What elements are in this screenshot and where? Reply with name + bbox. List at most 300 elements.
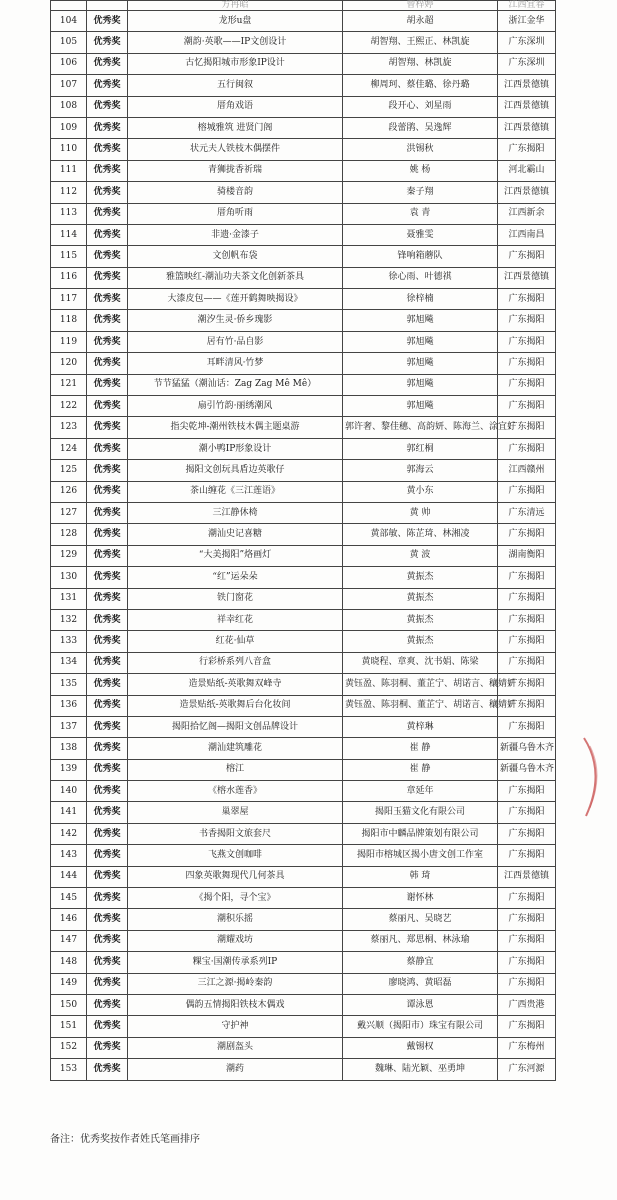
cell-region: 广东揭阳 bbox=[498, 396, 556, 417]
cell-region: 广东揭阳 bbox=[498, 331, 556, 352]
table-row bbox=[51, 139, 556, 160]
cell-region: 江西宜春 bbox=[498, 1, 556, 11]
cell-region: 广西贵港 bbox=[498, 994, 556, 1015]
cell-no: 126 bbox=[51, 481, 87, 502]
cell-no: 138 bbox=[51, 738, 87, 759]
cell-no: 107 bbox=[51, 75, 87, 96]
cell-region: 广东揭阳 bbox=[498, 481, 556, 502]
cell-author: 段开心、刘星雨 bbox=[343, 96, 498, 117]
cell-author: 黄 帅 bbox=[343, 502, 498, 523]
table-row bbox=[51, 973, 556, 994]
table-row bbox=[51, 289, 556, 310]
table-row bbox=[51, 53, 556, 74]
table-row bbox=[51, 182, 556, 203]
cell-region: 广东揭阳 bbox=[498, 973, 556, 994]
cell-region: 广东揭阳 bbox=[498, 567, 556, 588]
cell-no: 146 bbox=[51, 909, 87, 930]
cell-work: “大美揭阳”烙画灯 bbox=[128, 545, 343, 566]
cell-no: 135 bbox=[51, 674, 87, 695]
table-row bbox=[51, 160, 556, 181]
cell-work: 五行闽叙 bbox=[128, 75, 343, 96]
cell-prize: 优秀奖 bbox=[87, 930, 128, 951]
table-row bbox=[51, 267, 556, 288]
cell-prize: 优秀奖 bbox=[87, 75, 128, 96]
cell-prize: 优秀奖 bbox=[87, 994, 128, 1015]
table-row bbox=[51, 823, 556, 844]
cell-no: 128 bbox=[51, 524, 87, 545]
cell-region: 广东揭阳 bbox=[498, 524, 556, 545]
cell-no: 122 bbox=[51, 396, 87, 417]
cell-author: 黄钰盈、陈羽桐、董芷宁、胡诺言、穰婧妍 bbox=[343, 695, 498, 716]
cell-author: 柳周珂、蔡佳璐、徐丹璐 bbox=[343, 75, 498, 96]
cell-no: 116 bbox=[51, 267, 87, 288]
cell-prize: 优秀奖 bbox=[87, 695, 128, 716]
cell-work: 茶山缠花《三江莲语》 bbox=[128, 481, 343, 502]
table-row bbox=[51, 11, 556, 32]
table-row bbox=[51, 738, 556, 759]
cell-author: 韩 琦 bbox=[343, 866, 498, 887]
cell-author: 戴兴顺（揭阳市）珠宝有限公司 bbox=[343, 1016, 498, 1037]
cell-region: 浙江金华 bbox=[498, 11, 556, 32]
cell-prize: 优秀奖 bbox=[87, 1016, 128, 1037]
cell-region: 广东揭阳 bbox=[498, 652, 556, 673]
table-row bbox=[51, 716, 556, 737]
table-row bbox=[51, 1037, 556, 1058]
cell-work: 巢翠屋 bbox=[128, 802, 343, 823]
cell-no: 123 bbox=[51, 417, 87, 438]
cell-region: 江西景德镇 bbox=[498, 96, 556, 117]
table-row bbox=[51, 374, 556, 395]
cell-work: 骑楼音韵 bbox=[128, 182, 343, 203]
cell-no: 118 bbox=[51, 310, 87, 331]
cell-no: 141 bbox=[51, 802, 87, 823]
cell-prize: 优秀奖 bbox=[87, 11, 128, 32]
cell-work: 四象英歌舞现代几何茶具 bbox=[128, 866, 343, 887]
table-row-partial bbox=[51, 1, 556, 11]
cell-author: 崔 静 bbox=[343, 738, 498, 759]
cell-region: 广东揭阳 bbox=[498, 631, 556, 652]
cell-no: 114 bbox=[51, 224, 87, 245]
cell-prize: 优秀奖 bbox=[87, 802, 128, 823]
cell-region: 广东揭阳 bbox=[498, 952, 556, 973]
awards-table-body bbox=[51, 1, 556, 1081]
cell-author: 黄振杰 bbox=[343, 567, 498, 588]
cell-work: 飞燕文创咖啡 bbox=[128, 845, 343, 866]
table-row bbox=[51, 994, 556, 1015]
cell-no: 148 bbox=[51, 952, 87, 973]
cell-prize: 优秀奖 bbox=[87, 203, 128, 224]
cell-no: 130 bbox=[51, 567, 87, 588]
cell-author: 黄小东 bbox=[343, 481, 498, 502]
cell-prize: 优秀奖 bbox=[87, 545, 128, 566]
cell-prize bbox=[87, 1, 128, 11]
cell-author: 蔡丽凡、郑思桐、林泳瑜 bbox=[343, 930, 498, 951]
cell-work: 潮汕史记喜糖 bbox=[128, 524, 343, 545]
cell-work: 古忆揭阳城市形象IP设计 bbox=[128, 53, 343, 74]
cell-author: 聂雅雯 bbox=[343, 224, 498, 245]
cell-work: 《榕水莲香》 bbox=[128, 781, 343, 802]
cell-region: 广东揭阳 bbox=[498, 823, 556, 844]
cell-author: 黄振杰 bbox=[343, 631, 498, 652]
cell-no: 104 bbox=[51, 11, 87, 32]
cell-prize: 优秀奖 bbox=[87, 759, 128, 780]
cell-no: 120 bbox=[51, 353, 87, 374]
table-row bbox=[51, 310, 556, 331]
cell-region: 江西南昌 bbox=[498, 224, 556, 245]
table-row bbox=[51, 331, 556, 352]
cell-prize: 优秀奖 bbox=[87, 909, 128, 930]
cell-author: 郭旭飚 bbox=[343, 331, 498, 352]
cell-author: 郭海云 bbox=[343, 460, 498, 481]
table-row bbox=[51, 203, 556, 224]
cell-author: 揭阳玉猫文化有限公司 bbox=[343, 802, 498, 823]
cell-prize: 优秀奖 bbox=[87, 973, 128, 994]
cell-region: 广东揭阳 bbox=[498, 716, 556, 737]
table-row bbox=[51, 866, 556, 887]
cell-prize: 优秀奖 bbox=[87, 1037, 128, 1058]
cell-no: 134 bbox=[51, 652, 87, 673]
cell-region: 湖南衡阳 bbox=[498, 545, 556, 566]
cell-work: 榕城雅筑 进贤门阁 bbox=[128, 117, 343, 138]
cell-prize: 优秀奖 bbox=[87, 567, 128, 588]
table-row bbox=[51, 695, 556, 716]
cell-no: 149 bbox=[51, 973, 87, 994]
cell-no: 117 bbox=[51, 289, 87, 310]
cell-region: 江西景德镇 bbox=[498, 117, 556, 138]
cell-work: 青狮拢香祈瑞 bbox=[128, 160, 343, 181]
cell-prize: 优秀奖 bbox=[87, 396, 128, 417]
cell-work: 潮剧盔头 bbox=[128, 1037, 343, 1058]
cell-prize: 优秀奖 bbox=[87, 738, 128, 759]
table-row bbox=[51, 481, 556, 502]
cell-work: 文创帆布袋 bbox=[128, 246, 343, 267]
cell-prize: 优秀奖 bbox=[87, 460, 128, 481]
awards-table bbox=[50, 0, 556, 1081]
cell-author: 徐梓楠 bbox=[343, 289, 498, 310]
cell-author: 胡智翔、王熙正、林凯旋 bbox=[343, 32, 498, 53]
cell-author: 袁 青 bbox=[343, 203, 498, 224]
table-row bbox=[51, 396, 556, 417]
cell-region: 江西赣州 bbox=[498, 460, 556, 481]
table-row bbox=[51, 888, 556, 909]
cell-work: 揭阳拾忆阁—揭阳文创品牌设计 bbox=[128, 716, 343, 737]
cell-no: 113 bbox=[51, 203, 87, 224]
cell-no: 153 bbox=[51, 1059, 87, 1080]
cell-prize: 优秀奖 bbox=[87, 652, 128, 673]
cell-region: 江西景德镇 bbox=[498, 866, 556, 887]
cell-author: 曾梓婷 bbox=[343, 1, 498, 11]
cell-no: 139 bbox=[51, 759, 87, 780]
cell-no: 140 bbox=[51, 781, 87, 802]
footnote: 备注：优秀奖按作者姓氏笔画排序 bbox=[50, 1134, 200, 1145]
cell-author: 郭旭飚 bbox=[343, 353, 498, 374]
cell-author: 谢怀林 bbox=[343, 888, 498, 909]
table-row bbox=[51, 588, 556, 609]
cell-prize: 优秀奖 bbox=[87, 631, 128, 652]
cell-region: 广东清远 bbox=[498, 502, 556, 523]
cell-author: 胡智翔、林凯旋 bbox=[343, 53, 498, 74]
cell-author: 秦子翔 bbox=[343, 182, 498, 203]
cell-prize: 优秀奖 bbox=[87, 1059, 128, 1080]
cell-no: 112 bbox=[51, 182, 87, 203]
cell-author: 崔 静 bbox=[343, 759, 498, 780]
cell-region: 广东揭阳 bbox=[498, 246, 556, 267]
cell-work: “红”运朵朵 bbox=[128, 567, 343, 588]
cell-work: 书香揭阳文旅套尺 bbox=[128, 823, 343, 844]
table-row bbox=[51, 224, 556, 245]
cell-prize: 优秀奖 bbox=[87, 481, 128, 502]
cell-work: 潮积乐摇 bbox=[128, 909, 343, 930]
cell-region: 广东揭阳 bbox=[498, 310, 556, 331]
cell-region: 广东揭阳 bbox=[498, 781, 556, 802]
cell-prize: 优秀奖 bbox=[87, 331, 128, 352]
cell-prize: 优秀奖 bbox=[87, 117, 128, 138]
cell-no: 145 bbox=[51, 888, 87, 909]
table-row bbox=[51, 117, 556, 138]
cell-work: 《揭个阳，寻个宝》 bbox=[128, 888, 343, 909]
cell-no: 143 bbox=[51, 845, 87, 866]
cell-author: 戴锡权 bbox=[343, 1037, 498, 1058]
table-row bbox=[51, 438, 556, 459]
cell-prize: 优秀奖 bbox=[87, 246, 128, 267]
table-row bbox=[51, 930, 556, 951]
cell-work: 偶韵五情揭阳铁枝木偶戏 bbox=[128, 994, 343, 1015]
cell-region: 广东揭阳 bbox=[498, 695, 556, 716]
cell-prize: 优秀奖 bbox=[87, 139, 128, 160]
cell-work: 榕江 bbox=[128, 759, 343, 780]
cell-work: 大漆皮包——《莲开鹤舞映揭设》 bbox=[128, 289, 343, 310]
cell-author: 郭旭飚 bbox=[343, 310, 498, 331]
cell-work: 三江静休椅 bbox=[128, 502, 343, 523]
cell-region: 广东揭阳 bbox=[498, 588, 556, 609]
cell-author: 蔡静宜 bbox=[343, 952, 498, 973]
cell-work: 潮耀戏坊 bbox=[128, 930, 343, 951]
cell-region: 广东揭阳 bbox=[498, 417, 556, 438]
table-row bbox=[51, 502, 556, 523]
cell-author: 廖晓鸿、黄昭磊 bbox=[343, 973, 498, 994]
table-row bbox=[51, 32, 556, 53]
cell-region: 河北霸山 bbox=[498, 160, 556, 181]
cell-region: 广东揭阳 bbox=[498, 289, 556, 310]
cell-author: 锋响箱蘑队 bbox=[343, 246, 498, 267]
cell-region: 江西景德镇 bbox=[498, 182, 556, 203]
cell-region: 江西景德镇 bbox=[498, 75, 556, 96]
cell-prize: 优秀奖 bbox=[87, 952, 128, 973]
cell-no: 144 bbox=[51, 866, 87, 887]
table-row bbox=[51, 802, 556, 823]
cell-work: 耳畔清风·竹梦 bbox=[128, 353, 343, 374]
cell-region: 广东揭阳 bbox=[498, 888, 556, 909]
cell-region: 广东河源 bbox=[498, 1059, 556, 1080]
cell-no: 136 bbox=[51, 695, 87, 716]
cell-prize: 优秀奖 bbox=[87, 823, 128, 844]
cell-no: 133 bbox=[51, 631, 87, 652]
cell-author: 黄晓程、章爽、沈书娟、陈梁 bbox=[343, 652, 498, 673]
cell-no: 108 bbox=[51, 96, 87, 117]
cell-author: 黄部敏、陈芷琦、林湘凌 bbox=[343, 524, 498, 545]
cell-author: 黄 波 bbox=[343, 545, 498, 566]
cell-prize: 优秀奖 bbox=[87, 32, 128, 53]
cell-prize: 优秀奖 bbox=[87, 417, 128, 438]
cell-region: 广东深圳 bbox=[498, 32, 556, 53]
cell-region: 广东揭阳 bbox=[498, 139, 556, 160]
cell-author: 郭旭飚 bbox=[343, 396, 498, 417]
cell-region: 广东揭阳 bbox=[498, 374, 556, 395]
cell-prize: 优秀奖 bbox=[87, 96, 128, 117]
cell-work: 龙形u盘 bbox=[128, 11, 343, 32]
cell-no: 124 bbox=[51, 438, 87, 459]
cell-work: 红花·仙草 bbox=[128, 631, 343, 652]
cell-work: 指尖乾坤-潮州铁枝木偶主题桌游 bbox=[128, 417, 343, 438]
cell-work: 揭阳文创玩具盾边英歌仔 bbox=[128, 460, 343, 481]
table-row bbox=[51, 1016, 556, 1037]
cell-no: 129 bbox=[51, 545, 87, 566]
cell-work: 扇引竹韵·丽绣潮风 bbox=[128, 396, 343, 417]
table-row bbox=[51, 1059, 556, 1080]
table-row bbox=[51, 524, 556, 545]
cell-work: 非遗·金漆子 bbox=[128, 224, 343, 245]
cell-region: 广东深圳 bbox=[498, 53, 556, 74]
cell-work: 潮小鸭IP形象设计 bbox=[128, 438, 343, 459]
cell-work: 节节猛猛（潮汕话：Zag Zag Mê Mê） bbox=[128, 374, 343, 395]
cell-author: 魏琳、陆光颖、巫勇坤 bbox=[343, 1059, 498, 1080]
cell-prize: 优秀奖 bbox=[87, 888, 128, 909]
table-row bbox=[51, 96, 556, 117]
cell-author: 徐心雨、叶德祺 bbox=[343, 267, 498, 288]
table-row bbox=[51, 75, 556, 96]
cell-no: 151 bbox=[51, 1016, 87, 1037]
cell-author: 郭许奢、黎佳穗、高韵妍、陈海兰、涂宜好 bbox=[343, 417, 498, 438]
cell-prize: 优秀奖 bbox=[87, 524, 128, 545]
cell-no: 152 bbox=[51, 1037, 87, 1058]
cell-work: 潮韵·英歌——IP文创设计 bbox=[128, 32, 343, 53]
cell-work: 铁门窗花 bbox=[128, 588, 343, 609]
cell-region: 广东揭阳 bbox=[498, 845, 556, 866]
table-row bbox=[51, 759, 556, 780]
cell-prize: 优秀奖 bbox=[87, 588, 128, 609]
cell-prize: 优秀奖 bbox=[87, 609, 128, 630]
cell-work: 厝角听雨 bbox=[128, 203, 343, 224]
cell-author: 蔡丽凡、吴晓艺 bbox=[343, 909, 498, 930]
cell-prize: 优秀奖 bbox=[87, 310, 128, 331]
cell-no: 132 bbox=[51, 609, 87, 630]
cell-prize: 优秀奖 bbox=[87, 353, 128, 374]
cell-author: 揭阳市中麟品牌策划有限公司 bbox=[343, 823, 498, 844]
cell-region: 广东揭阳 bbox=[498, 438, 556, 459]
cell-region: 广东揭阳 bbox=[498, 909, 556, 930]
cell-work: 状元夫人铁枝木偶摆件 bbox=[128, 139, 343, 160]
cell-author: 郭旭飚 bbox=[343, 374, 498, 395]
cell-prize: 优秀奖 bbox=[87, 289, 128, 310]
cell-work: 居有竹·品自影 bbox=[128, 331, 343, 352]
cell-no: 111 bbox=[51, 160, 87, 181]
cell-author: 黄钰盈、陈羽桐、董芷宁、胡诺言、穰婧妍 bbox=[343, 674, 498, 695]
cell-work: 祥幸红花 bbox=[128, 609, 343, 630]
cell-region: 广东揭阳 bbox=[498, 609, 556, 630]
table-row bbox=[51, 567, 556, 588]
table-row bbox=[51, 609, 556, 630]
table-row bbox=[51, 674, 556, 695]
cell-prize: 优秀奖 bbox=[87, 182, 128, 203]
cell-no: 150 bbox=[51, 994, 87, 1015]
table-row bbox=[51, 781, 556, 802]
cell-author: 黄梓琳 bbox=[343, 716, 498, 737]
cell-region: 广东梅州 bbox=[498, 1037, 556, 1058]
cell-work: 造景贴纸-英歌舞后台化妆间 bbox=[128, 695, 343, 716]
cell-prize: 优秀奖 bbox=[87, 224, 128, 245]
cell-author: 揭阳市榕城区揭小唐文创工作室 bbox=[343, 845, 498, 866]
cell-no: 106 bbox=[51, 53, 87, 74]
table-row bbox=[51, 652, 556, 673]
cell-author: 郭红桐 bbox=[343, 438, 498, 459]
cell-region: 广东揭阳 bbox=[498, 353, 556, 374]
cell-no: 121 bbox=[51, 374, 87, 395]
table-row bbox=[51, 952, 556, 973]
cell-region: 广东揭阳 bbox=[498, 674, 556, 695]
table-row bbox=[51, 353, 556, 374]
cell-prize: 优秀奖 bbox=[87, 502, 128, 523]
cell-region: 广东揭阳 bbox=[498, 930, 556, 951]
cell-author: 谭泳恩 bbox=[343, 994, 498, 1015]
cell-author: 黄振杰 bbox=[343, 588, 498, 609]
cell-work: 潮药 bbox=[128, 1059, 343, 1080]
cell-author: 段蕾鹃、吴逸辉 bbox=[343, 117, 498, 138]
table-row bbox=[51, 631, 556, 652]
cell-prize: 优秀奖 bbox=[87, 866, 128, 887]
cell-region: 江西景德镇 bbox=[498, 267, 556, 288]
cell-no: 115 bbox=[51, 246, 87, 267]
cell-no: 142 bbox=[51, 823, 87, 844]
cell-no: 109 bbox=[51, 117, 87, 138]
cell-prize: 优秀奖 bbox=[87, 374, 128, 395]
cell-author: 洪锡秋 bbox=[343, 139, 498, 160]
cell-no: 147 bbox=[51, 930, 87, 951]
cell-prize: 优秀奖 bbox=[87, 716, 128, 737]
cell-no: 105 bbox=[51, 32, 87, 53]
cell-prize: 优秀奖 bbox=[87, 781, 128, 802]
cell-author: 章延年 bbox=[343, 781, 498, 802]
table-row bbox=[51, 460, 556, 481]
cell-prize: 优秀奖 bbox=[87, 674, 128, 695]
cell-work: 厝角戏语 bbox=[128, 96, 343, 117]
cell-author: 姚 杨 bbox=[343, 160, 498, 181]
red-seal-fragment-icon bbox=[580, 732, 610, 822]
cell-region: 广东揭阳 bbox=[498, 1016, 556, 1037]
cell-work: 潮汐生灵·侨乡瑰影 bbox=[128, 310, 343, 331]
cell-prize: 优秀奖 bbox=[87, 438, 128, 459]
cell-region: 广东揭阳 bbox=[498, 802, 556, 823]
cell-prize: 优秀奖 bbox=[87, 267, 128, 288]
cell-no: 131 bbox=[51, 588, 87, 609]
cell-no: 125 bbox=[51, 460, 87, 481]
cell-prize: 优秀奖 bbox=[87, 160, 128, 181]
cell-author: 胡永超 bbox=[343, 11, 498, 32]
cell-no: 110 bbox=[51, 139, 87, 160]
cell-region: 江西新余 bbox=[498, 203, 556, 224]
cell-prize: 优秀奖 bbox=[87, 845, 128, 866]
cell-work: 方冉昭 bbox=[128, 1, 343, 11]
cell-prize: 优秀奖 bbox=[87, 53, 128, 74]
cell-no: 119 bbox=[51, 331, 87, 352]
cell-region: 新疆乌鲁木齐 bbox=[498, 759, 556, 780]
cell-work: 潮汕建筑雕花 bbox=[128, 738, 343, 759]
cell-work: 造景贴纸-英歌舞双峰寺 bbox=[128, 674, 343, 695]
cell-no: 127 bbox=[51, 502, 87, 523]
cell-work: 行彩桥系列八音盒 bbox=[128, 652, 343, 673]
table-row bbox=[51, 545, 556, 566]
cell-work: 守护神 bbox=[128, 1016, 343, 1037]
cell-region: 新疆乌鲁木齐 bbox=[498, 738, 556, 759]
